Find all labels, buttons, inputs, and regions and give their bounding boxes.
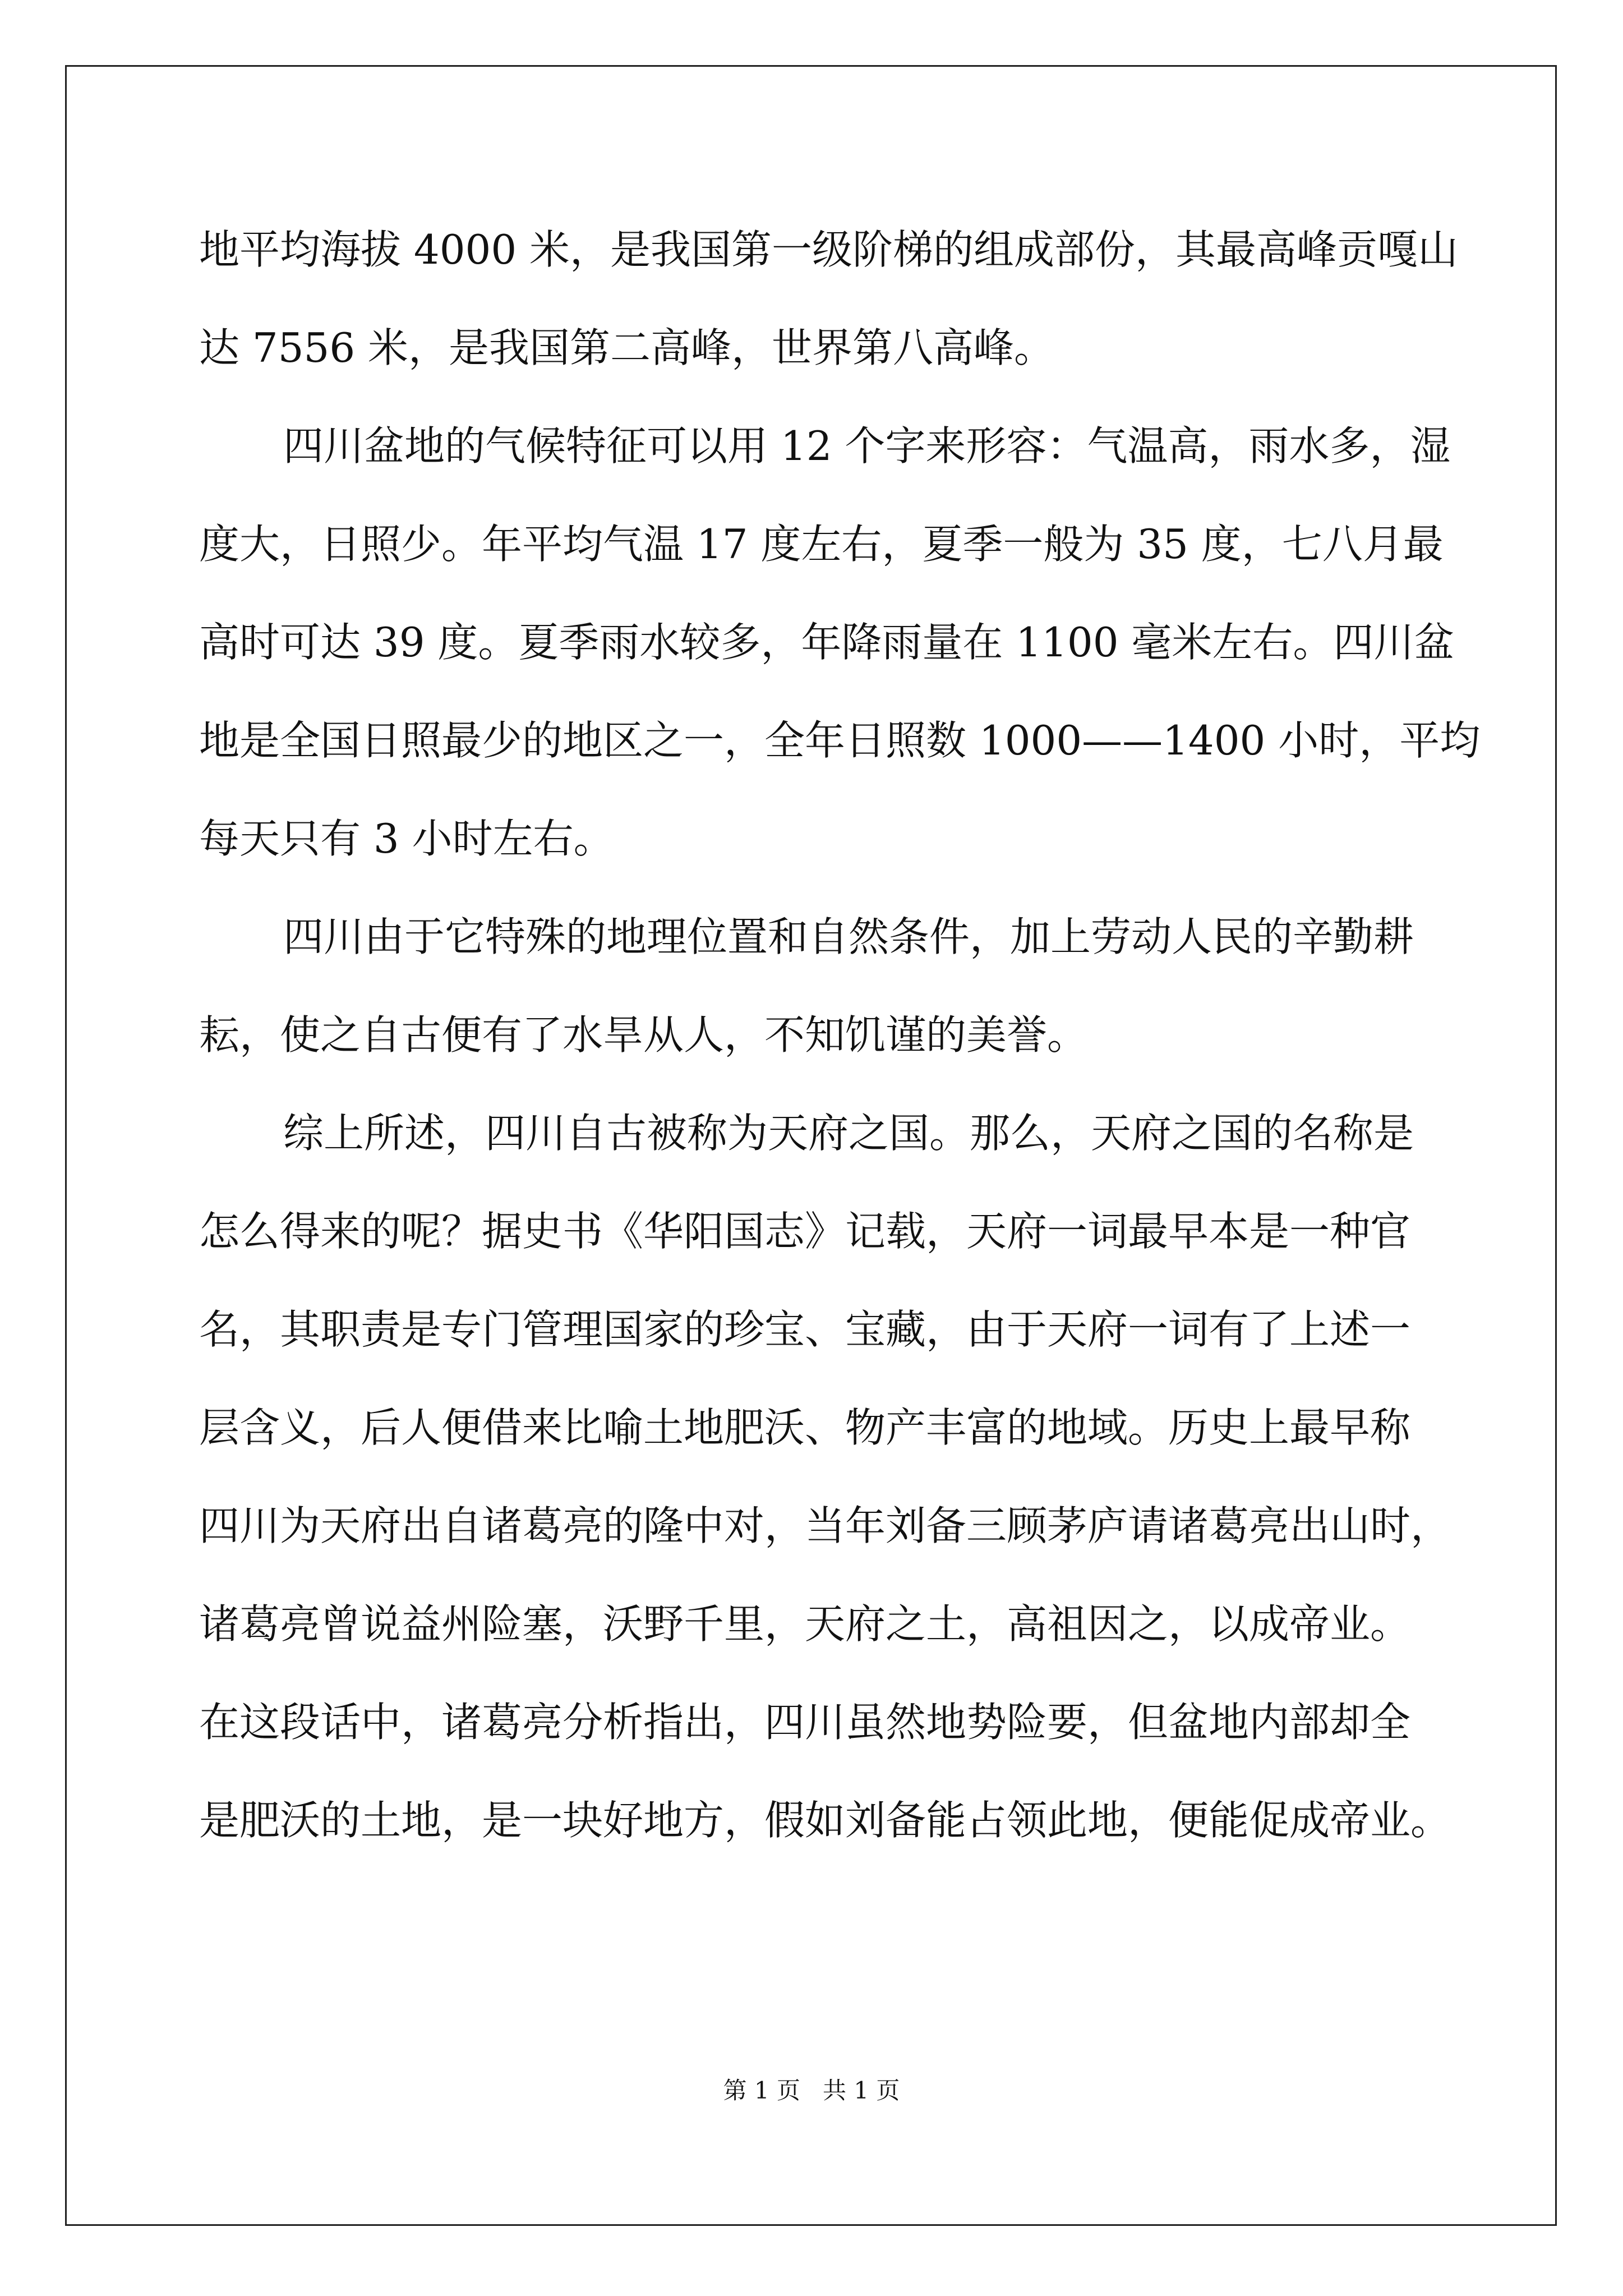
- text-line: 诸葛亮曾说益州险塞，沃野千里，天府之土，高祖因之，以成帝业。: [199, 1600, 1411, 1648]
- text-line: 高时可达 39 度。夏季雨水较多，年降雨量在 1100 毫米左右。四川盆: [199, 619, 1455, 666]
- text-line: 每天只有 3 小时左右。: [199, 815, 614, 862]
- text-line: 度大，日照少。年平均气温 17 度左右，夏季一般为 35 度，七八月最: [199, 521, 1444, 568]
- document-body: [199, 213, 1481, 1882]
- page-footer: [0, 2077, 1623, 2105]
- text-line: 地是全国日照最少的地区之一，全年日照数 1000——1400 小时，平均: [199, 717, 1481, 764]
- paragraph-start-line: 综上所述，四川自古被称为天府之国。那么，天府之国的名称是: [283, 1110, 1414, 1157]
- text-line: 层含义，后人便借来比喻土地肥沃、物产丰富的地域。历史上最早称: [199, 1404, 1411, 1451]
- text-line: 耘，使之自古便有了水旱从人，不知饥谨的美誉。: [199, 1011, 1088, 1059]
- text-line: 达 7556 米，是我国第二高峰，世界第八高峰。: [199, 324, 1055, 371]
- text-line: 名，其职责是专门管理国家的珍宝、宝藏，由于天府一词有了上述一: [199, 1306, 1411, 1353]
- text-line: 四川为天府出自诸葛亮的隆中对，当年刘备三顾茅庐请诸葛亮出山时，: [199, 1502, 1451, 1549]
- page-number-total: 共 1 页: [823, 2077, 900, 2104]
- paragraph-start-line: 四川由于它特殊的地理位置和自然条件，加上劳动人民的辛勤耕: [283, 913, 1414, 960]
- paragraph-start-line: 四川盆地的气候特征可以用 12 个字来形容：气温高，雨水多，湿: [283, 422, 1451, 470]
- page-number-current: 第 1 页: [723, 2077, 800, 2104]
- text-line: 是肥沃的土地，是一块好地方，假如刘备能占领此地，便能促成帝业。: [199, 1797, 1451, 1844]
- text-line: 怎么得来的呢？据史书《华阳国志》记载，天府一词最早本是一种官: [199, 1208, 1411, 1255]
- text-line: 在这段话中，诸葛亮分析指出，四川虽然地势险要，但盆地内部却全: [199, 1699, 1411, 1746]
- text-line: 地平均海拔 4000 米，是我国第一级阶梯的组成部份，其最高峰贡嘎山: [199, 226, 1459, 273]
